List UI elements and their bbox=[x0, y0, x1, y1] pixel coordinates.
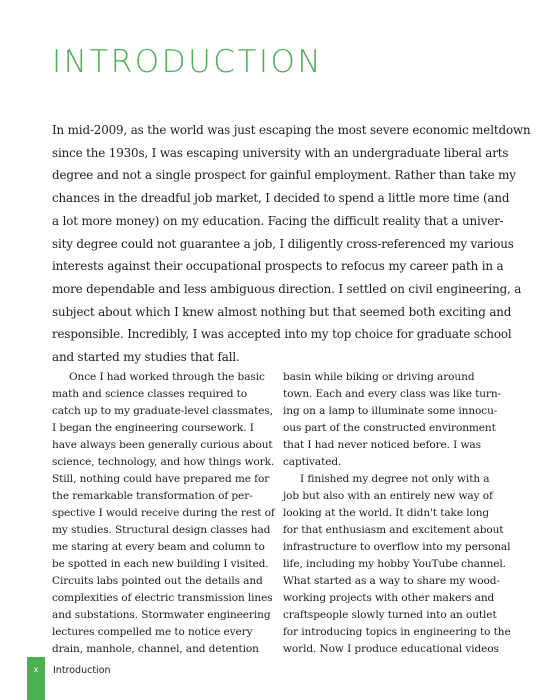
right-column bbox=[283, 369, 511, 658]
page-number-tab bbox=[27, 657, 45, 700]
text-line: world. Now I produce educational videos bbox=[283, 643, 499, 655]
text-line: ing on a lamp to illuminate some innocu- bbox=[283, 405, 498, 417]
text-line: lectures compelled me to notice every bbox=[52, 626, 253, 638]
text-line: craftspeople slowly turned into an outlet bbox=[283, 609, 497, 621]
text-line: working projects with other makers and bbox=[283, 592, 495, 604]
text-line: my studies. Structural design classes had bbox=[52, 524, 271, 536]
text-line: me staring at every beam and column to bbox=[52, 541, 265, 553]
text-line: life, including my hobby YouTube channel. bbox=[283, 558, 506, 570]
text-line: What started as a way to share my wood- bbox=[283, 575, 500, 587]
text-line: captivated. bbox=[283, 456, 342, 468]
text-line: for introducing topics in engineering to the bbox=[283, 626, 511, 638]
text-line: I began the engineering coursework. I bbox=[52, 422, 254, 434]
text-line: catch up to my graduate-level classmates, bbox=[52, 405, 273, 417]
text-line: drain, manhole, channel, and detention bbox=[52, 643, 259, 655]
text-line: spective I would receive during the rest of bbox=[52, 507, 275, 519]
text-line: more dependable and less ambiguous direction. I settled on civil engineering, a bbox=[52, 281, 522, 296]
text-line: In mid-2009, as the world was just escaping the most severe economic meltdown bbox=[52, 123, 531, 137]
text-line: job but also with an entirely new way of bbox=[283, 490, 493, 502]
text-line: complexities of electric transmission lines bbox=[52, 592, 273, 604]
text-line: sity degree could not guarantee a job, I diligently cross-referenced my various bbox=[52, 236, 514, 251]
text-line: I finished my degree not only with a bbox=[300, 473, 490, 485]
running-footer-label: Introduction bbox=[53, 665, 111, 676]
text-line: interests against their occupational prospects to refocus my career path in a bbox=[52, 259, 504, 274]
text-line: degree and not a single prospect for gainful employment. Rather than take my bbox=[52, 168, 516, 183]
text-line: for that enthusiasm and excitement about bbox=[283, 524, 504, 536]
text-line: subject about which I knew almost nothing but that seemed both exciting and bbox=[52, 304, 512, 319]
text-line: infrastructure to overflow into my personal bbox=[283, 541, 511, 553]
text-line: Once I had worked through the basic bbox=[69, 371, 265, 383]
text-line: science, technology, and how things work. bbox=[52, 456, 275, 468]
text-line: have always been generally curious about bbox=[52, 439, 273, 451]
text-line: looking at the world. It didn't take long bbox=[283, 507, 490, 519]
text-line: the remarkable transformation of per- bbox=[52, 490, 253, 502]
text-line: math and science classes required to bbox=[52, 388, 248, 400]
text-line: Circuits labs pointed out the details and bbox=[52, 575, 263, 587]
text-line: basin while biking or driving around bbox=[283, 371, 475, 383]
text-line: responsible. Incredibly, I was accepted into my top choice for graduate school bbox=[52, 327, 512, 342]
intro-paragraph bbox=[52, 119, 531, 369]
page-number: x bbox=[33, 665, 39, 674]
text-line: chances in the dreadful job market, I decided to spend a little more time (and bbox=[52, 191, 510, 206]
chapter-title: INTRODUCTION bbox=[52, 44, 324, 80]
text-line: ous part of the constructed environment bbox=[283, 422, 496, 434]
text-line: be spotted in each new building I visited. bbox=[52, 558, 269, 570]
text-line: Still, nothing could have prepared me for bbox=[52, 473, 270, 485]
text-line: and substations. Stormwater engineering bbox=[52, 609, 271, 621]
text-line: and started my studies that fall. bbox=[52, 350, 240, 365]
text-line: since the 1930s, I was escaping university with an undergraduate liberal arts bbox=[52, 145, 509, 160]
left-column bbox=[52, 369, 274, 658]
text-line: town. Each and every class was like turn- bbox=[283, 388, 502, 400]
text-line: a lot more money) on my education. Facing the difficult reality that a univer- bbox=[52, 213, 504, 228]
text-line: that I had never noticed before. I was bbox=[283, 439, 481, 451]
